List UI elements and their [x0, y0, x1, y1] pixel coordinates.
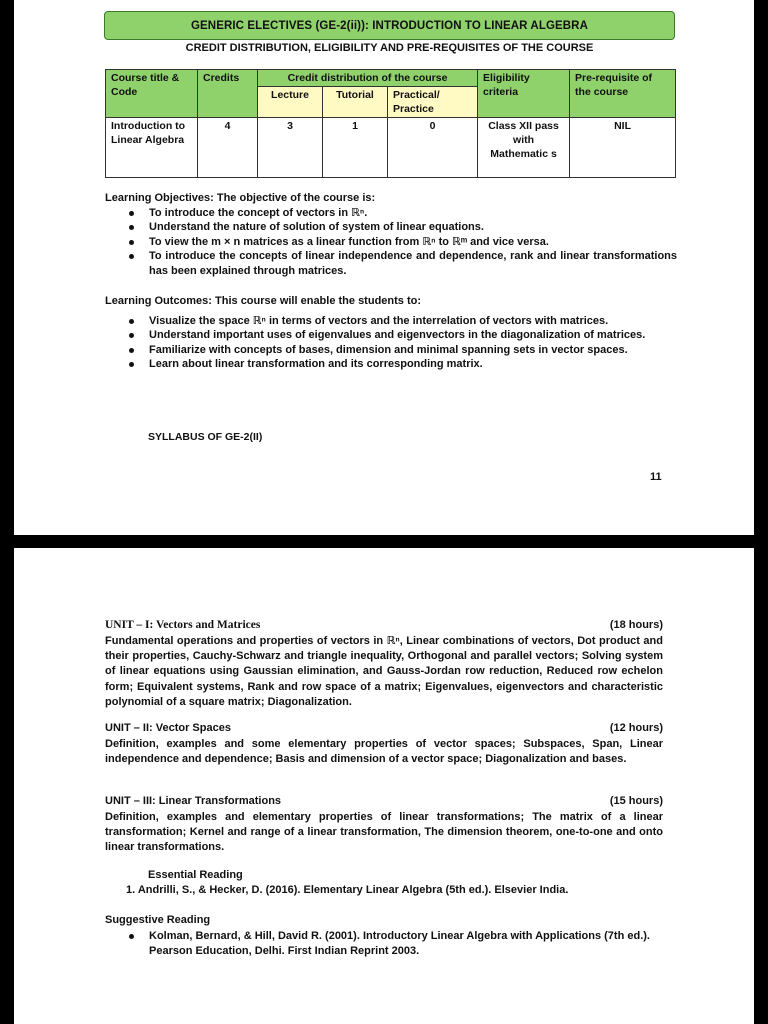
header-lecture: Lecture	[258, 87, 323, 118]
essential-reading-item: 1. Andrilli, S., & Hecker, D. (2016). Elementary Linear Algebra (5th ed.). Elsevier India.	[126, 884, 569, 896]
header-tutorial: Tutorial	[323, 87, 388, 118]
list-item: Familiarize with concepts of bases, dimension and minimal spanning sets in vector spaces.	[105, 343, 677, 358]
essential-reading-heading: Essential Reading	[148, 869, 243, 881]
unit-hours: (15 hours)	[609, 795, 663, 807]
unit-2-heading	[105, 722, 663, 734]
cell-eligibility: Class XII pass with Mathematic s	[478, 118, 570, 178]
list-item: To view the m × n matrices as a linear function from ℝⁿ to ℝᵐ and vice versa.	[105, 235, 677, 250]
unit-title: UNIT – II: Vector Spaces	[105, 722, 231, 734]
unit-title: UNIT – I: Vectors and Matrices	[105, 619, 261, 631]
cell-course: Introduction to Linear Algebra	[106, 118, 198, 178]
cell-lecture: 3	[258, 118, 323, 178]
cell-credits: 4	[198, 118, 258, 178]
document-page-1	[14, 0, 754, 535]
unit-1-body: Fundamental operations and properties of vectors in ℝⁿ, Linear combinations of vectors, Dot product and their properties, Cauchy-Schwarz and triangle inequality, Orthogonal and parallel vectors; Solving system of linear equations using Gaussian elimination, and Gauss-Jordan row reduction, Reduced row echelon form; Equivalent systems, Rank and row space of a matrix; Eigenvalues, eigenvectors and characteristic polynomial of a square matrix; Diagonalization.	[105, 635, 663, 708]
list-item: Learn about linear transformation and its corresponding matrix.	[105, 357, 677, 372]
outcomes-intro: This course will enable the students to:	[211, 295, 422, 307]
bullet-icon	[129, 934, 134, 939]
outcomes-label: Learning Outcomes:	[105, 295, 212, 307]
table-row	[106, 118, 676, 178]
list-item: To introduce the concepts of linear independence and dependence, rank and linear transformations has been explained through matrices.	[105, 249, 677, 278]
suggestive-reading-item	[105, 929, 670, 959]
header-credit-distribution: Credit distribution of the course	[258, 70, 478, 87]
unit-3-body: Definition, examples and elementary properties of linear transformations; The matrix of a linear transformation; Kernel and range of a linear transformation, The dimension theorem, one-to-one and onto linear transformations.	[105, 811, 663, 854]
cell-practical: 0	[388, 118, 478, 178]
header-prerequisite: Pre-requisite of the course	[570, 70, 676, 118]
list-item: Visualize the space ℝⁿ in terms of vectors and the interrelation of vectors with matrices.	[105, 314, 677, 329]
syllabus-heading: SYLLABUS OF GE-2(II)	[148, 431, 263, 443]
header-course-title: Course title & Code	[106, 70, 198, 118]
learning-objectives	[105, 191, 677, 279]
unit-hours: (18 hours)	[609, 619, 663, 631]
unit-1-heading	[105, 619, 663, 631]
learning-outcomes	[105, 294, 677, 372]
unit-3-heading	[105, 795, 663, 807]
suggestive-reading-heading: Suggestive Reading	[105, 914, 211, 926]
cell-tutorial: 1	[323, 118, 388, 178]
list-item: To introduce the concept of vectors in ℝⁿ.	[105, 206, 677, 221]
credit-distribution-heading: CREDIT DISTRIBUTION, ELIGIBILITY AND PRE-REQUISITES OF THE COURSE	[185, 42, 594, 54]
objectives-label: Learning Objectives:	[105, 192, 214, 204]
objectives-intro: The objective of the course is:	[213, 192, 376, 204]
document-page-2	[14, 548, 754, 1024]
header-eligibility: Eligibility criteria	[478, 70, 570, 118]
header-credits: Credits	[198, 70, 258, 118]
course-title-banner: GENERIC ELECTIVES (GE-2(ii)): INTRODUCTION TO LINEAR ALGEBRA	[104, 11, 675, 40]
suggestive-reading-text: Kolman, Bernard, & Hill, David R. (2001). Introductory Linear Algebra with Applications (7th ed.). Pearson Education, Delhi. First Indian Reprint 2003.	[149, 930, 650, 958]
list-item: Understand the nature of solution of system of linear equations.	[105, 220, 677, 235]
list-item: Understand important uses of eigenvalues and eigenvectors in the diagonalization of matrices.	[105, 328, 677, 343]
credit-distribution-table	[105, 69, 676, 178]
unit-title: UNIT – III: Linear Transformations	[105, 795, 282, 807]
page-number: 11	[650, 471, 662, 483]
unit-2-body: Definition, examples and some elementary properties of vector spaces; Subspaces, Span, Linear independence and dependence; Basis and dimension of a vector space; Diagonalization and bases.	[105, 738, 663, 766]
header-practical: Practical/ Practice	[388, 87, 478, 118]
unit-hours: (12 hours)	[609, 722, 663, 734]
cell-prerequisite: NIL	[570, 118, 676, 178]
